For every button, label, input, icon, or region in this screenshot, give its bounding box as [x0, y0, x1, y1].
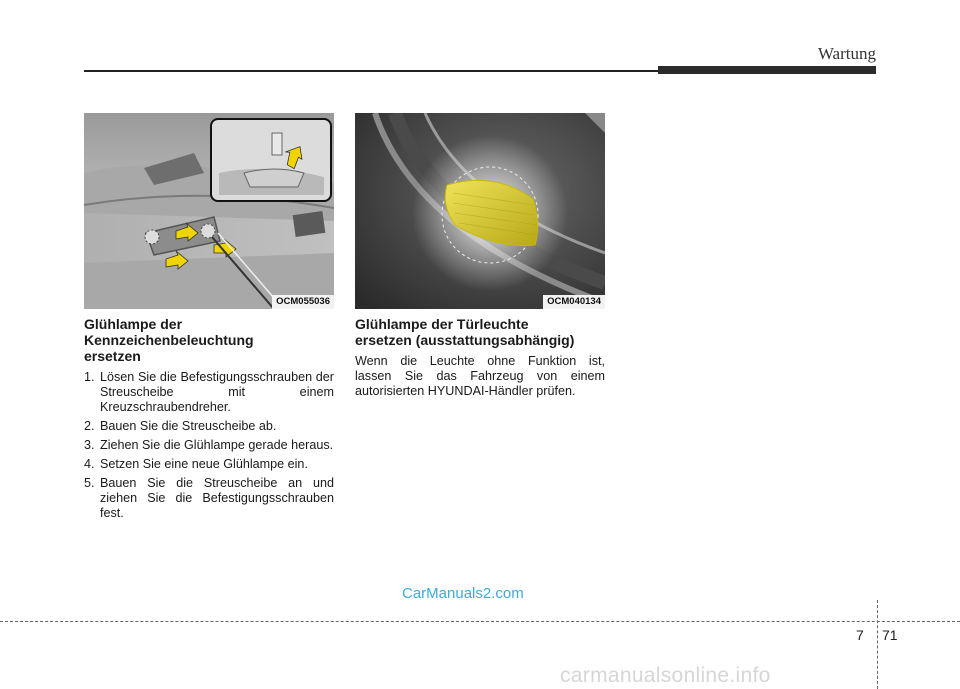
- list-item: 3. Ziehen Sie die Glühlampe gerade heraus.: [84, 438, 334, 452]
- list-item: 5. Bauen Sie die Streuscheibe an und ziehen Sie die Befestigungsschrauben fest.: [84, 476, 334, 520]
- paragraph: [355, 354, 605, 399]
- figure-license-plate-light: [84, 113, 334, 309]
- list-item: 1. Lösen Sie die Befestigungsschrauben der Streuscheibe mit einem Kreuzschraubendreher.: [84, 370, 334, 414]
- license-plate-illustration: [84, 113, 334, 309]
- figure-code: OCM055036: [272, 295, 334, 309]
- heading-line: Kennzeichenbeleuchtung: [84, 332, 254, 348]
- door-lamp-illustration: [355, 113, 605, 309]
- section-title: Wartung: [817, 44, 876, 63]
- header-bar: [658, 66, 876, 74]
- steps-list: [84, 370, 334, 521]
- watermark-link[interactable]: CarManuals2.com: [402, 585, 524, 602]
- site-watermark[interactable]: carmanualsonline.info: [560, 664, 771, 687]
- section-heading: [355, 316, 605, 348]
- figure-door-lamp: [355, 113, 605, 309]
- paragraph-line: Wenn die Leuchte ohne Funktion ist,: [355, 354, 605, 368]
- figure-code: OCM040134: [543, 295, 605, 309]
- right-column: [355, 316, 605, 399]
- list-item: 2. Bauen Sie die Streuscheibe ab.: [84, 419, 277, 433]
- section-heading: [84, 316, 334, 364]
- list-item: 4. Setzen Sie eine neue Glühlampe ein.: [84, 457, 308, 471]
- paragraph-line: lassen Sie das Fahrzeug von einem: [355, 369, 605, 383]
- page-number: 71: [882, 627, 898, 643]
- heading-line: Glühlampe der Türleuchte: [355, 316, 529, 332]
- heading-line: Glühlampe der: [84, 316, 183, 332]
- heading-line: ersetzen (ausstattungsabhängig): [355, 332, 575, 348]
- footer-rule: [0, 621, 960, 622]
- header-rule: [84, 70, 662, 72]
- chapter-number: 7: [856, 627, 864, 643]
- heading-line: ersetzen: [84, 348, 141, 364]
- footer-divider: [877, 600, 878, 689]
- left-column: [84, 316, 334, 525]
- paragraph-line: autorisierten HYUNDAI-Händler prüfen.: [355, 384, 576, 398]
